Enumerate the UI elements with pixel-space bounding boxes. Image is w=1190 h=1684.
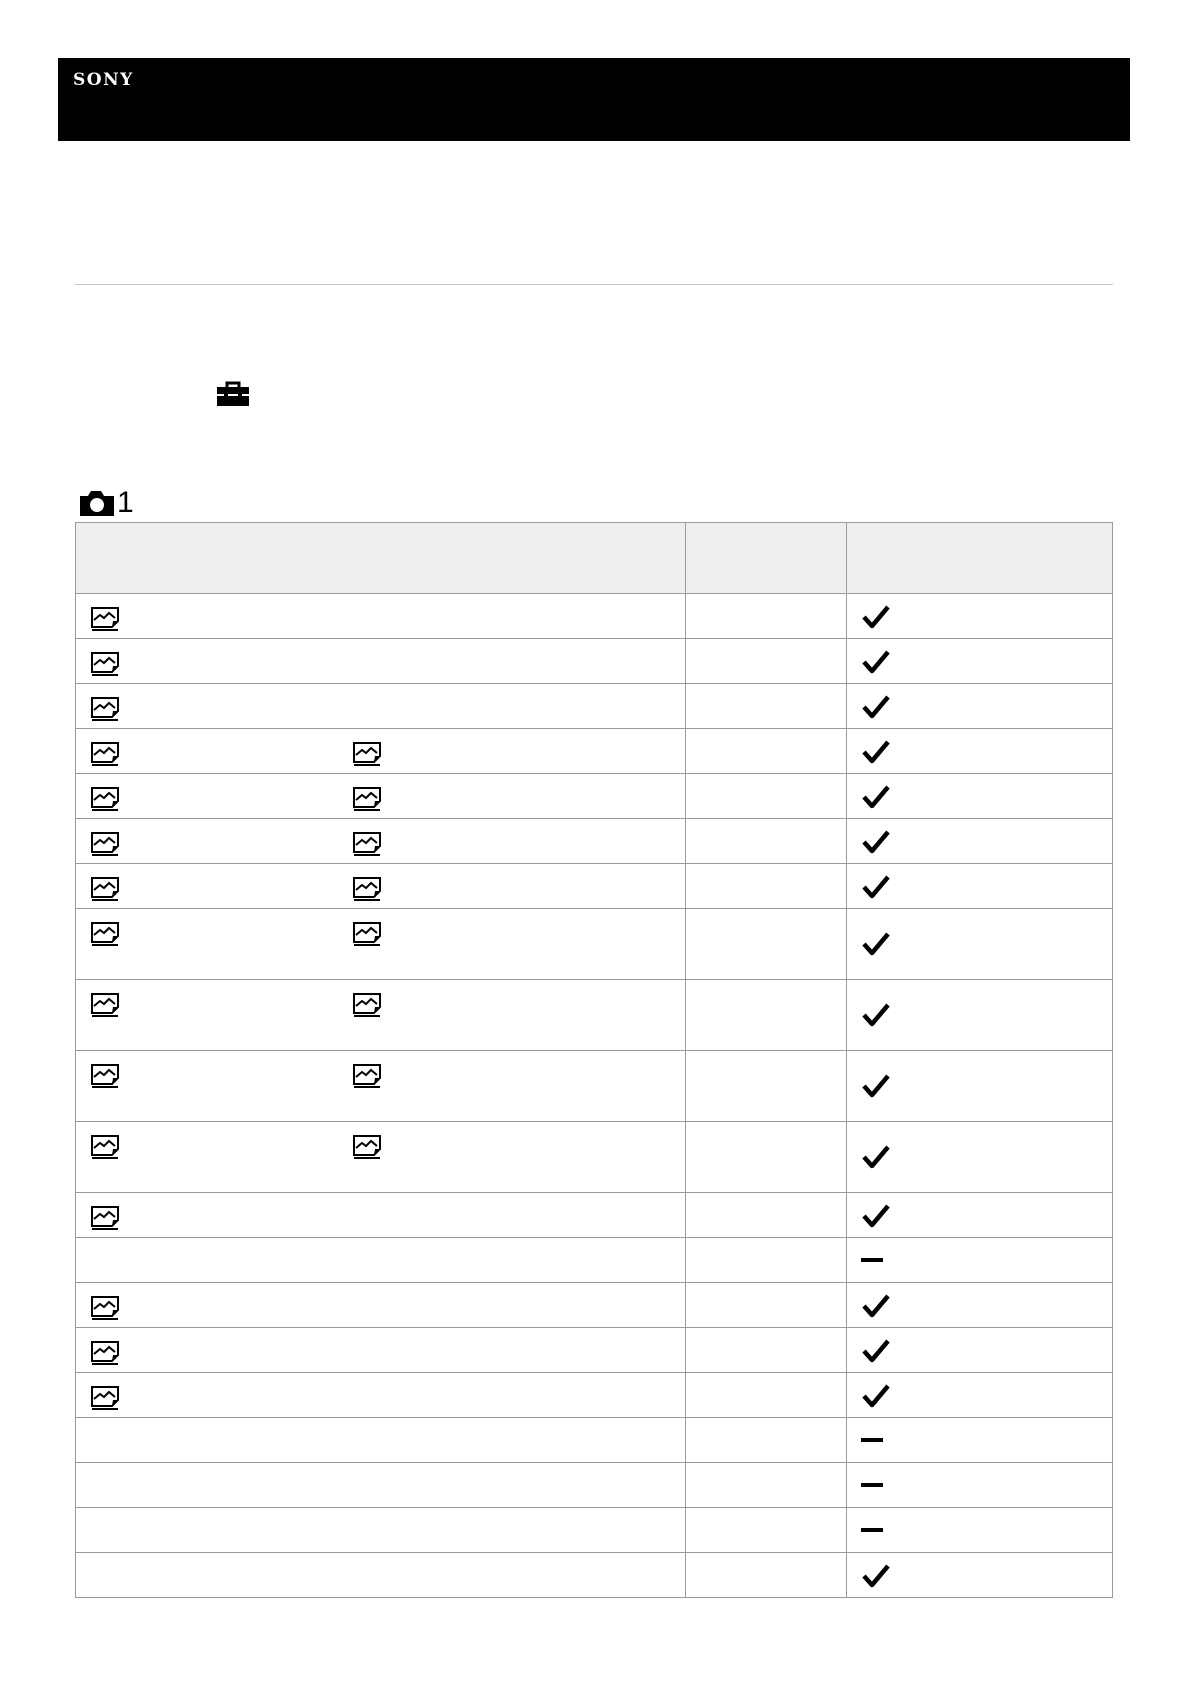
check-mark-icon: [861, 931, 891, 957]
column-divider: [685, 684, 686, 728]
picture-effect-icon: [90, 786, 120, 812]
table-row: [75, 1373, 1113, 1418]
table-row: [75, 864, 1113, 909]
table-row: [75, 594, 1113, 639]
sony-logo: SONY: [73, 70, 134, 90]
table-row: [75, 729, 1113, 774]
column-divider: [846, 1553, 847, 1597]
column-divider: [846, 1051, 847, 1121]
column-divider: [846, 523, 847, 593]
check-mark-icon: [861, 1338, 891, 1364]
column-divider: [846, 1373, 847, 1417]
camera-icon: [79, 489, 115, 517]
table-row: [75, 1508, 1113, 1553]
table-row: [75, 639, 1113, 684]
check-mark-icon: [861, 874, 891, 900]
table-row: [75, 1283, 1113, 1328]
column-divider: [685, 1122, 686, 1192]
table-row: [75, 1122, 1113, 1193]
header-bar: [58, 58, 1130, 141]
table-row: [75, 1553, 1113, 1598]
column-divider: [685, 639, 686, 683]
column-divider: [685, 729, 686, 773]
column-divider: [685, 1463, 686, 1507]
column-divider: [846, 1238, 847, 1282]
dash-icon: [861, 1528, 883, 1532]
column-divider: [846, 1328, 847, 1372]
column-divider: [685, 1508, 686, 1552]
picture-effect-icon: [90, 1385, 120, 1411]
picture-effect-icon: [352, 786, 382, 812]
table-row: [75, 1463, 1113, 1508]
table-row: [75, 1193, 1113, 1238]
column-divider: [846, 864, 847, 908]
column-divider: [846, 729, 847, 773]
picture-effect-icon: [352, 831, 382, 857]
picture-effect-icon: [352, 741, 382, 767]
column-divider: [846, 1193, 847, 1237]
picture-effect-icon: [352, 1063, 382, 1089]
column-divider: [685, 1283, 686, 1327]
picture-effect-icon: [90, 921, 120, 947]
check-mark-icon: [861, 1002, 891, 1028]
section-number: 1: [117, 486, 134, 519]
column-divider: [846, 639, 847, 683]
picture-effect-icon: [90, 1295, 120, 1321]
table-row: [75, 980, 1113, 1051]
column-divider: [846, 594, 847, 638]
column-divider: [846, 1508, 847, 1552]
column-divider: [846, 980, 847, 1050]
check-mark-icon: [861, 649, 891, 675]
check-mark-icon: [861, 1203, 891, 1229]
column-divider: [846, 819, 847, 863]
dash-icon: [861, 1438, 883, 1442]
column-divider: [846, 1122, 847, 1192]
check-mark-icon: [861, 1293, 891, 1319]
table-row: [75, 774, 1113, 819]
table-header: [75, 523, 1113, 594]
column-divider: [685, 1418, 686, 1462]
check-mark-icon: [861, 1144, 891, 1170]
picture-effect-icon: [352, 1134, 382, 1160]
column-divider: [685, 864, 686, 908]
check-mark-icon: [861, 694, 891, 720]
column-divider: [685, 594, 686, 638]
check-mark-icon: [861, 739, 891, 765]
column-divider: [685, 980, 686, 1050]
picture-effect-icon: [90, 651, 120, 677]
column-divider: [685, 1553, 686, 1597]
check-mark-icon: [861, 604, 891, 630]
column-divider: [685, 774, 686, 818]
picture-effect-icon: [90, 876, 120, 902]
table-row: [75, 1051, 1113, 1122]
column-divider: [846, 909, 847, 979]
table-row: [75, 819, 1113, 864]
picture-effect-icon: [352, 921, 382, 947]
column-divider: [685, 1193, 686, 1237]
picture-effect-icon: [90, 606, 120, 632]
column-divider: [685, 1328, 686, 1372]
check-mark-icon: [861, 829, 891, 855]
column-divider: [846, 774, 847, 818]
divider: [75, 284, 1113, 285]
column-divider: [846, 1418, 847, 1462]
column-divider: [685, 1373, 686, 1417]
column-divider: [685, 1051, 686, 1121]
column-divider: [685, 819, 686, 863]
picture-effect-icon: [90, 992, 120, 1018]
toolbox-icon: [216, 381, 250, 407]
table-row: [75, 1328, 1113, 1373]
section-label: [79, 487, 134, 517]
picture-effect-icon: [352, 992, 382, 1018]
table-row: [75, 1238, 1113, 1283]
check-mark-icon: [861, 1563, 891, 1589]
check-mark-icon: [861, 784, 891, 810]
picture-effect-icon: [90, 741, 120, 767]
picture-effect-icon: [90, 1205, 120, 1231]
picture-effect-icon: [352, 876, 382, 902]
picture-effect-icon: [90, 1134, 120, 1160]
column-divider: [846, 1283, 847, 1327]
table-row: [75, 1418, 1113, 1463]
check-mark-icon: [861, 1383, 891, 1409]
column-divider: [846, 1463, 847, 1507]
table-row: [75, 909, 1113, 980]
picture-effect-icon: [90, 1340, 120, 1366]
column-divider: [685, 909, 686, 979]
picture-effect-icon: [90, 831, 120, 857]
picture-effect-icon: [90, 696, 120, 722]
dash-icon: [861, 1258, 883, 1262]
table-body: [75, 594, 1113, 1598]
column-divider: [685, 1238, 686, 1282]
table-row: [75, 684, 1113, 729]
column-divider: [846, 684, 847, 728]
settings-table: [75, 522, 1113, 1598]
column-divider: [685, 523, 686, 593]
dash-icon: [861, 1483, 883, 1487]
check-mark-icon: [861, 1073, 891, 1099]
picture-effect-icon: [90, 1063, 120, 1089]
